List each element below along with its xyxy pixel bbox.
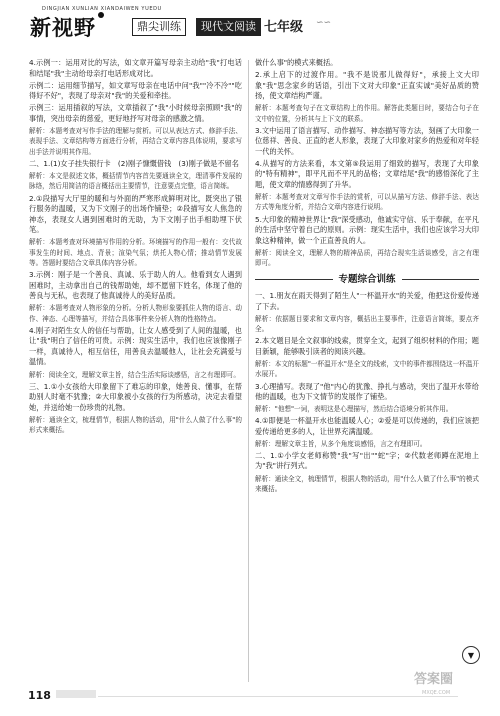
logo-dot-icon — [98, 12, 104, 18]
series-tag: 鼎尖训练 — [132, 18, 186, 36]
answer-paragraph: 3.示例：刚子是一个善良、真诚、乐于助人的人。他看到女人遇到困难时，主动拿出自己的钱帮助她，却不愿留下姓名，体现了他的善良与无私，也表现了他真诚待人的美好品质。 — [29, 270, 242, 301]
analysis-paragraph: 解析：本题考查对文章写作手法的赏析，可以从描写方法、修辞手法、表达方式等角度分析，并结合文章内容进行说明。 — [255, 192, 479, 212]
analysis-paragraph: 解析：本题考查对人物形象的分析。分析人物形象要抓住人物的语言、动作、神态、心理等描写，并结合具体事件来分析人物的性格特点。 — [29, 304, 242, 323]
section-rule — [402, 279, 479, 280]
arrow-down-icon: ▼ — [462, 646, 480, 664]
grade-label: 七年级 — [264, 20, 304, 35]
answer-paragraph: 4.①即便是一杯温开水也能温暖人心；②爱是可以传递的，我们应该把爱传递给更多的人，让世界充满温暖。 — [255, 416, 479, 436]
watermark-url: MXQE.COM — [422, 690, 451, 696]
brand-logo — [30, 12, 104, 42]
answer-paragraph: 4.示例一：运用对比的写法，如文章开篇写母亲主动给"我"打电话和结尾"我"主动给母亲打电话形成对比。 — [29, 58, 242, 78]
answer-paragraph: 示例二：运用细节描写，如文章写母亲在电话中问"我""冷不冷""吃得好不好"，表现了母亲对"我"的关爱和牵挂。 — [29, 80, 242, 101]
answer-paragraph: 二、1.(1)女子挂失银行卡 (2)刚子慷慨借钱 (3)刚子做是不留名 — [29, 158, 239, 168]
page-header — [0, 0, 500, 50]
analysis-paragraph: 解析：本文是叙述文体，概括情节内容首先要通读全文，理清事件发展的脉络，然后用简洁的语言概括出主要情节，注意要点完整，语言简练。 — [29, 171, 242, 191]
brand-logo-text: 新视野 — [30, 15, 96, 40]
footer-brand-mark — [56, 690, 96, 698]
answer-paragraph: 一、1.朋友在雨天得到了陌生人"一杯温开水"的关爱，他把这份爱传递了下去。 — [255, 291, 479, 311]
analysis-paragraph: 解析：阅读全文，理解人物的精神品质，再结合现实生活谈感受，言之有理即可。 — [255, 248, 479, 268]
subject-tag: 现代文阅读 — [196, 18, 261, 36]
brand-english: DINGJIAN XUNLIAN XIANDAIWEN YUEDU — [42, 6, 162, 12]
analysis-paragraph: 解析：本题考查对环境描写作用的分析。环境描写的作用一般有：交代故事发生的时间、地点、背景；渲染气氛；烘托人物心情；推动情节发展等。答题时要结合文章具体内容分析。 — [29, 238, 242, 268]
analysis-paragraph: 解析：通读全文，梳理情节，根据人物的活动，用"什么人做了什么事"的模式来概括。 — [255, 474, 479, 493]
answer-paragraph: 4.从描写的方法来看，本文第⑤段运用了细致的描写，表现了大印象的"特有精神"，即平凡而不平凡的品格；文章结尾"我"的感悟深化了主题，使文章的情感得到了升华。 — [255, 158, 479, 189]
watermark-logo: 答案圈 — [414, 672, 454, 687]
page-number: 118 — [28, 689, 51, 702]
answer-paragraph: 三、1.①小女孩给大印象留下了难忘的印象，她善良、懂事，在帮助别人时毫不犹豫；②大印象被小女孩的行为所感动，决定去看望她，并送给她一份珍贵的礼物。 — [29, 381, 242, 412]
analysis-paragraph: 解析："他想"一词，表明这是心理描写，然后结合语境分析其作用。 — [255, 405, 453, 414]
analysis-paragraph: 解析：本题考查对写作手法的理解与赏析。可以从表达方式、修辞手法、表现手法、文章结构等方面进行分析，再结合文章内容具体说明，要求写出手法并说明其作用。 — [29, 126, 242, 156]
answer-paragraph: 2.①段描写大厅里的暖和与外面的严寒形成鲜明对比，既突出了银行服务的温暖，又为下文刚子的出场作铺垫；②段描写女人焦急的神态，表现女人遇到困难时的无助，为下文刚子出手相助埋下伏笔。 — [29, 193, 242, 235]
analysis-paragraph: 解析：通读全文，梳理情节，根据人物的活动，用"什么人做了什么事"的形式来概括。 — [29, 415, 242, 435]
column-divider — [248, 60, 249, 682]
analysis-paragraph: 解析：理解文章主旨，从多个角度谈感悟，言之有理即可。 — [255, 439, 427, 448]
answer-paragraph: 2.承上启下的过渡作用。"我不是说那儿做得好"，承接上文大印象"我"思念家乡的话语，引出下文对大印象"正直实诚"美好品质的赞扬，使文章结构严谨。 — [255, 70, 479, 101]
analysis-paragraph: 解析：阅读全文，理解文章主旨，结合生活实际谈感悟，言之有理即可。 — [29, 370, 240, 379]
right-column — [255, 58, 479, 686]
answer-paragraph: 做什么事"的模式来概括。 — [255, 58, 338, 67]
section-rule — [255, 279, 333, 280]
analysis-paragraph: 解析：依据题目要求和文章内容，概括出主要事件，注意语言简练，要点齐全。 — [255, 314, 479, 334]
section-heading-text: 专题综合训练 — [338, 273, 396, 285]
answer-paragraph: 2.本文题目是全文叙事的线索，贯穿全文，起到了组织材料的作用；题目新颖，能够吸引读者的阅读兴趣。 — [255, 336, 479, 356]
analysis-paragraph: 解析：本题考查句子在文章结构上的作用。解答此类题目时，要结合句子在文中的位置，分析其与上下文的联系。 — [255, 104, 479, 123]
footer-rule — [98, 696, 458, 697]
swirl-decoration-icon: ∽∽ — [316, 18, 332, 28]
section-heading — [255, 275, 479, 286]
answer-paragraph: 3.文中运用了语言描写、动作描写、神态描写等方法，刻画了大印象一位慈祥、善良、正直的老人形象，表现了大印象对家乡的热爱和对年轻一代的关怀。 — [255, 125, 479, 156]
answer-paragraph: 二、1.①小学女老师称赞"我"写"出""蛇"字；②代数老师蹲在泥地上为"我"讲行列式。 — [255, 450, 479, 471]
answer-paragraph: 3.心理描写。表现了"他"内心的犹豫、挣扎与感动，突出了温开水带给他的温暖，也为下文情节的发展作了铺垫。 — [255, 381, 479, 402]
answer-paragraph: 示例三：运用插叙的写法，文章插叙了"我"小时候母亲照顾"我"的事情，突出母亲的慈爱，更好地抒写对母亲的感激之情。 — [29, 103, 242, 123]
answer-paragraph: 4.刚子对陌生女人的信任与帮助，让女人感受到了人间的温暖，也让"我"明白了信任的可贵。示例：现实生活中，我们也应该像刚子一样，真诚待人，相互信任，用善良去温暖他人，让社会充满爱与温情。 — [29, 325, 242, 367]
analysis-paragraph: 解析：本文的标题"一杯温开水"是全文的线索，文中的事件都围绕这一杯温开水展开。 — [255, 359, 479, 379]
answer-paragraph: 5.大印象的精神世界让"我"深受感动，他诚实守信、乐于奉献，在平凡的生活中坚守着自己的原则。示例：现实生活中，我们也应该学习大印象这种精神，做一个正直善良的人。 — [255, 214, 479, 245]
left-column — [29, 58, 242, 686]
